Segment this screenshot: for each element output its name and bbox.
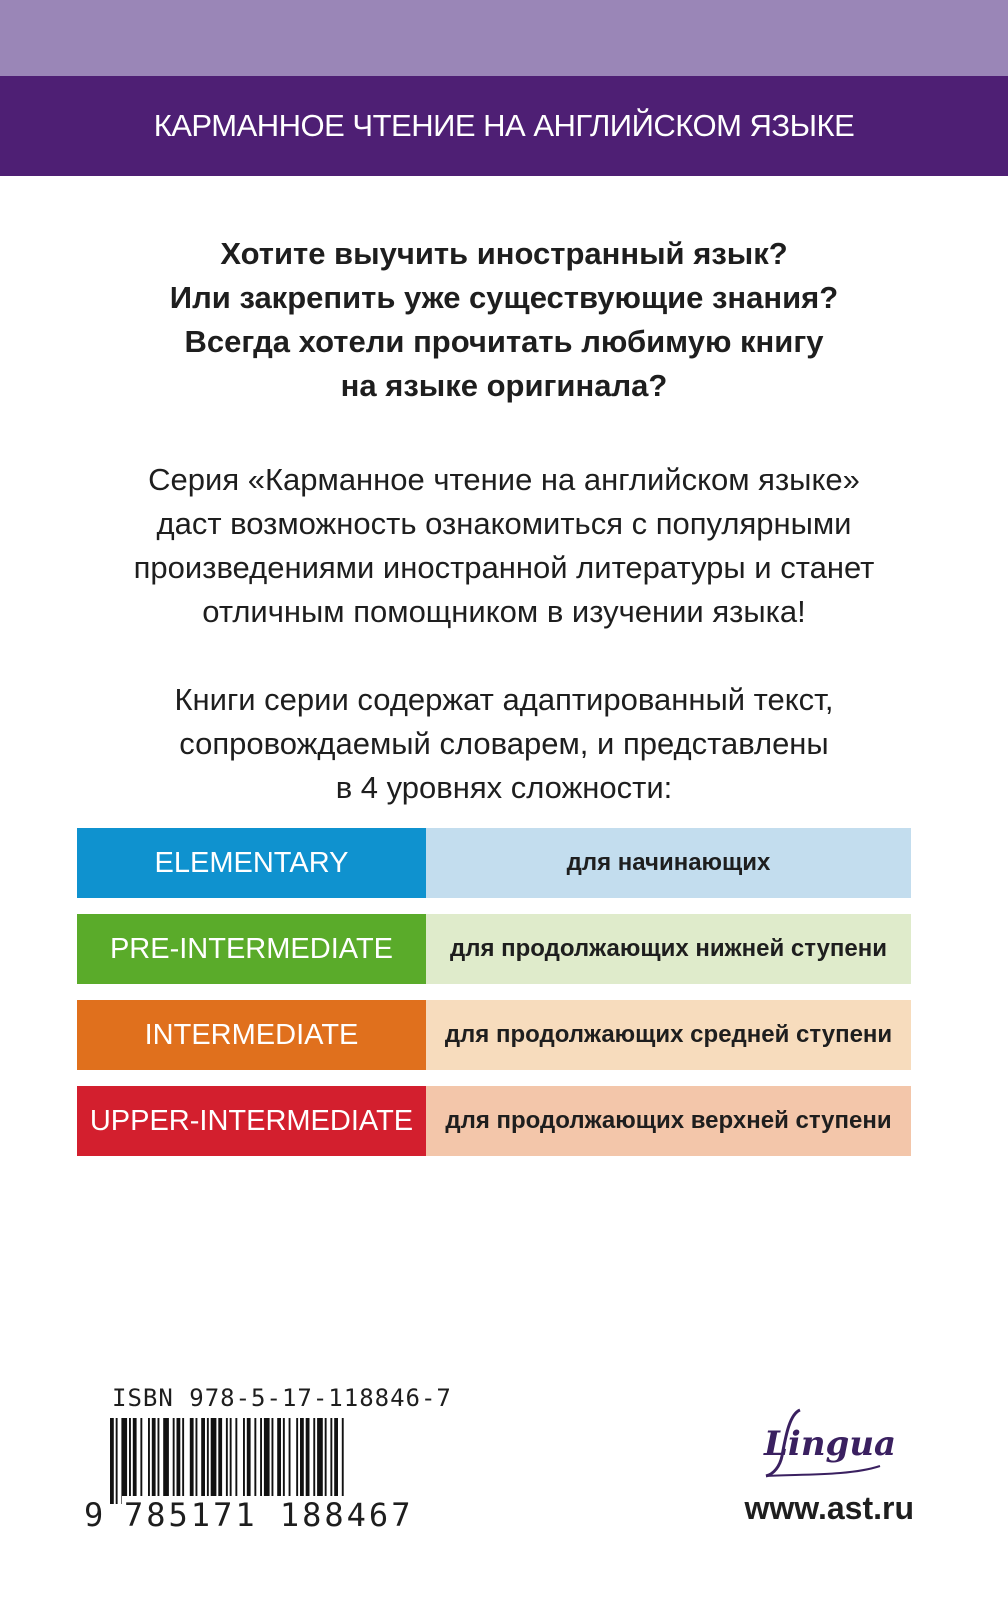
barcode-bar [201, 1418, 205, 1504]
top-color-strip [0, 0, 1008, 76]
barcode-bar [296, 1418, 298, 1504]
barcode-digits: 785171 188467 [124, 1496, 414, 1534]
contents-description-line: в 4 уровнях сложности: [335, 770, 673, 805]
barcode-bar [163, 1418, 169, 1504]
barcode-bar [254, 1418, 256, 1504]
isbn-number: ISBN 978-5-17-118846-7 [112, 1384, 452, 1412]
barcode-bar [300, 1418, 304, 1504]
barcode-bar [133, 1418, 137, 1504]
series-description [40, 458, 968, 634]
barcode-bar [121, 1418, 127, 1504]
barcode-bar [218, 1418, 222, 1504]
barcode-bar [334, 1418, 338, 1504]
barcode-bar [148, 1418, 150, 1504]
level-name: UPPER-INTERMEDIATE [77, 1086, 426, 1156]
barcode-bar [129, 1418, 131, 1504]
barcode-bar [230, 1418, 232, 1504]
barcode-bar [330, 1418, 332, 1504]
barcode-bar [260, 1418, 262, 1504]
barcode-bar [289, 1418, 291, 1504]
barcode-bar [116, 1418, 118, 1504]
intro-question-line: на языке оригинала? [340, 368, 668, 403]
series-description-line: Серия «Карманное чтение на английском языке» [148, 462, 860, 497]
barcode-bar [226, 1418, 228, 1504]
barcode-bar [325, 1418, 327, 1504]
contents-description-line: сопровождаемый словарем, и представлены [179, 726, 829, 761]
level-row-elementary [77, 828, 911, 898]
barcode-bar [177, 1418, 181, 1504]
barcode-bar [182, 1418, 184, 1504]
series-description-line: произведениями иностранной литературы и станет [133, 550, 875, 585]
series-description-line: отличным помощником в изучении языка! [202, 594, 806, 629]
level-description: для начинающих [426, 828, 911, 898]
level-description: для продолжающих средней ступени [426, 1000, 911, 1070]
series-title: КАРМАННОЕ ЧТЕНИЕ НА АНГЛИЙСКОМ ЯЗЫКЕ [153, 108, 855, 143]
level-description: для продолжающих нижней ступени [426, 914, 911, 984]
contents-description-line: Книги серии содержат адаптированный текст, [174, 682, 834, 717]
barcode-bar [235, 1418, 237, 1504]
barcode-lead-digit: 9 [84, 1496, 104, 1534]
level-row-pre-intermediate [77, 914, 911, 984]
level-row-intermediate [77, 1000, 911, 1070]
barcode-bar [173, 1418, 175, 1504]
barcode-bar [317, 1418, 323, 1504]
barcode-bar [110, 1418, 114, 1504]
intro-question-line: Или закрепить уже существующие знания? [169, 280, 839, 315]
barcode-bar [243, 1418, 245, 1504]
barcode-bar [211, 1418, 217, 1504]
barcode-bar [196, 1418, 198, 1504]
series-header-bar [0, 76, 1008, 176]
barcode-bar [313, 1418, 315, 1504]
barcode-bar [342, 1418, 344, 1504]
barcode-bar [190, 1418, 194, 1504]
level-name: INTERMEDIATE [77, 1000, 426, 1070]
series-description-line: даст возможность ознакомиться с популярными [156, 506, 852, 541]
barcode-icon [110, 1418, 410, 1504]
contents-description [40, 678, 968, 810]
barcode-bar [207, 1418, 209, 1504]
level-name: ELEMENTARY [77, 828, 426, 898]
barcode-bar [152, 1418, 156, 1504]
levels-table [77, 828, 911, 1172]
barcode-bar [264, 1418, 270, 1504]
level-row-upper-intermediate [77, 1086, 911, 1156]
barcode-bar [283, 1418, 285, 1504]
level-description: для продолжающих верхней ступени [426, 1086, 911, 1156]
intro-question-line: Хотите выучить иностранный язык? [220, 236, 788, 271]
barcode-bar [306, 1418, 310, 1504]
intro-question-line: Всегда хотели прочитать любимую книгу [184, 324, 824, 359]
barcode-bar [272, 1418, 274, 1504]
barcode-bar [247, 1418, 251, 1504]
intro-questions [40, 232, 968, 408]
barcode-bar [140, 1418, 142, 1504]
barcode-bar [277, 1418, 281, 1504]
publisher-website: www.ast.ru [744, 1490, 914, 1526]
barcode-bar [158, 1418, 160, 1504]
level-name: PRE-INTERMEDIATE [77, 914, 426, 984]
lingua-logo-text: Lingua [764, 1424, 897, 1464]
lingua-logo [760, 1404, 900, 1484]
